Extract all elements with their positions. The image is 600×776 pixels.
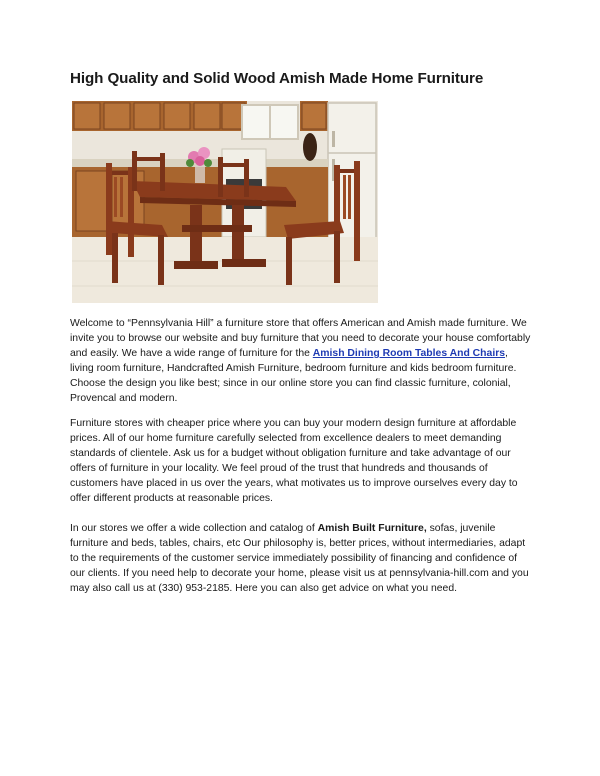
- dining-room-illustration: [72, 101, 378, 303]
- dining-set-photo: [72, 101, 378, 303]
- amish-dining-tables-link[interactable]: Amish Dining Room Tables And Chairs: [312, 348, 506, 359]
- intro-text-start: Welcome to “Pennsylvania Hill” a furniture store that offers American and Amish made furniture. We invite you to browse our website and buy furniture that you need to decorate your house comfortably and easily. We have a wide range of furniture for the: [70, 318, 531, 359]
- intro-paragraph: [70, 316, 532, 406]
- catalog-paragraph: [70, 521, 532, 596]
- intro-text-end: , living room furniture, Handcrafted Amish Furniture, bedroom furniture and kids bedroom furniture. Choose the design you like best; since in our online store you can find classic furniture, colonial, Provencal and modern.: [70, 348, 517, 404]
- stores-paragraph: Furniture stores with cheaper price where you can buy your modern design furniture at affordable prices. All of our home furniture carefully selected from excellence dealers to meet demanding standards of clientele. Ask us for a budget without obligation furniture and take advantage of our offers of furniture in your locality. We feel proud of the trust that hundreds and thousands of customers have placed in us over the years, what motivates us to improve ourselves every day to offer different products at reasonable prices.: [70, 418, 518, 504]
- catalog-text-end: sofas, juvenile furniture and beds, tables, chairs, etc Our philosophy is, better prices, without intermediaries, adapt to the requirements of the customer service immediately possibility of financing and confidence of our clients. If you need help to decorate your home, please visit us at pennsylvania-hill.com and you may also call us at (330) 953-2185. Here you can also get advice on what you need.: [70, 523, 529, 594]
- catalog-text-start: In our stores we offer a wide collection and catalog of: [70, 523, 318, 534]
- page-title: High Quality and Solid Wood Amish Made Home Furniture: [70, 70, 484, 87]
- amish-built-furniture-bold: Amish Built Furniture,: [317, 523, 427, 534]
